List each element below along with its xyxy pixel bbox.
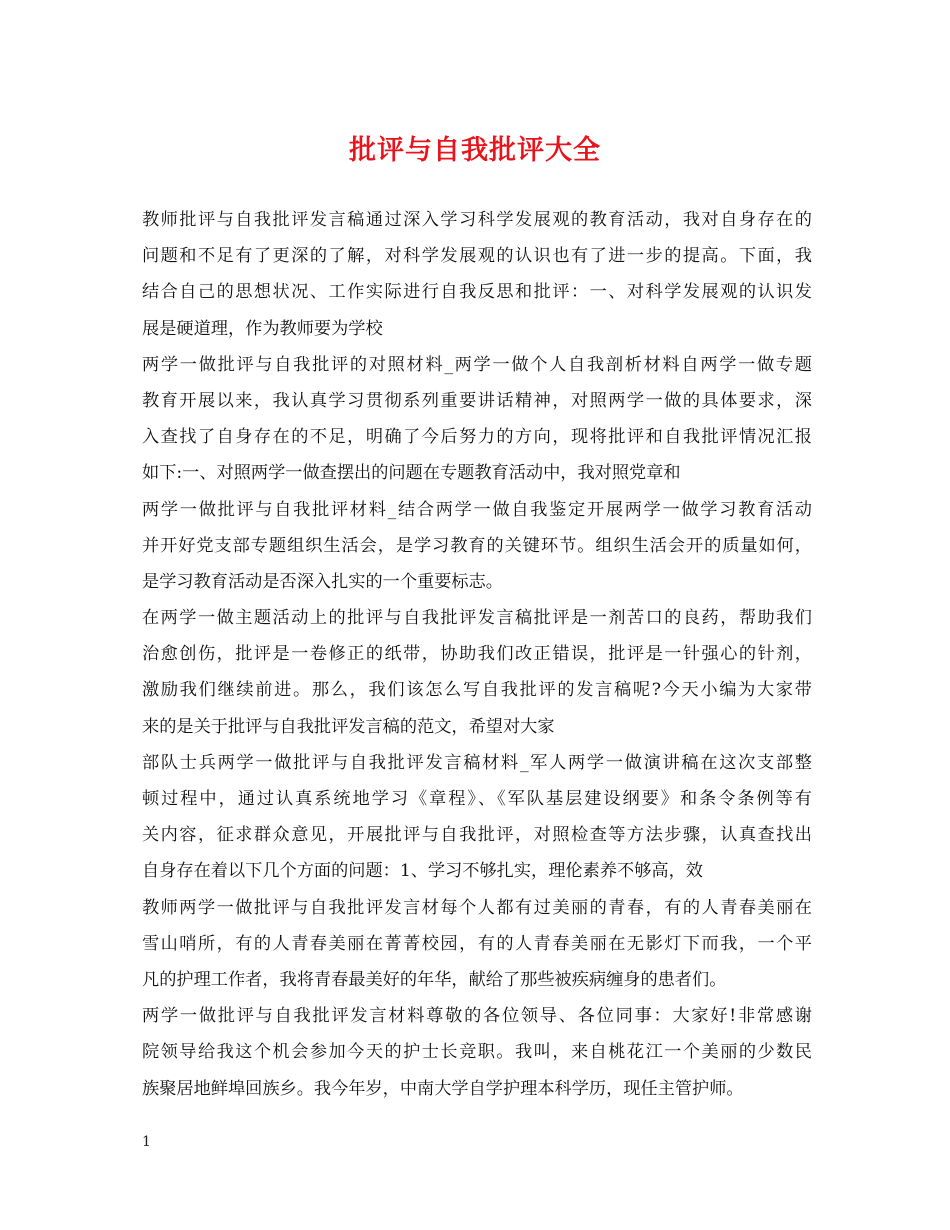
- text-line: 院领导给我这个机会参加今天的护士长竞职。我叫，来自桃花江一个美丽的少数民: [142, 1042, 812, 1063]
- document-body: [142, 202, 812, 1107]
- page-number: 1: [142, 1134, 151, 1150]
- text-line: 激励我们继续前进。那么，我们该怎么写自我批评的发言稿呢?今天小编为大家带: [142, 680, 812, 701]
- text-line: 教师两学一做批评与自我批评发言材每个人都有过美丽的青春，有的人青春美丽在: [142, 897, 812, 918]
- text-line: 并开好党支部专题组织生活会，是学习教育的关键环节。组织生活会开的质量如何，: [142, 535, 812, 556]
- text-line: 自身存在着以下几个方面的问题：1、学习不够扎实，理伦素养不够高，效: [142, 861, 703, 882]
- text-line: 两学一做批评与自我批评发言材料尊敬的各位领导、各位同事：大家好!非常感谢: [142, 1006, 812, 1027]
- text-line: 教师批评与自我批评发言稿通过深入学习科学发展观的教育活动，我对自身存在的: [142, 210, 812, 230]
- text-line: 两学一做批评与自我批评材料_结合两学一做自我鉴定开展两学一做学习教育活动: [142, 499, 812, 520]
- text-line: 部队士兵两学一做批评与自我批评发言稿材料_军人两学一做演讲稿在这次支部整: [142, 752, 812, 773]
- text-line: 关内容，征求群众意见，开展批评与自我批评，对照检查等方法步骤，认真查找出: [142, 825, 812, 846]
- text-line: 展是硬道理，作为教师要为学校: [142, 318, 383, 339]
- text-line: 雪山哨所，有的人青春美丽在菁菁校园，有的人青春美丽在无影灯下而我，一个平: [142, 933, 812, 954]
- text-line: 顿过程中，通过认真系统地学习《章程》、《军队基层建设纲要》和条令条例等有: [142, 789, 812, 809]
- text-line: 治愈创伤，批评是一卷修正的纸带，协助我们改正错误，批评是一针强心的针剂，: [142, 644, 812, 665]
- text-line: 族聚居地鲜埠回族乡。我今年岁，中南大学自学护理本科学历，现任主管护师。: [142, 1078, 744, 1099]
- document-title: 批评与自我批评大全: [349, 135, 601, 166]
- text-line: 两学一做批评与自我批评的对照材料_两学一做个人自我剖析材料自两学一做专题: [142, 354, 812, 375]
- text-line: 来的是关于批评与自我批评发言稿的范文，希望对大家: [142, 716, 555, 737]
- text-line: 如下:一、对照两学一做查摆出的问题在专题教育活动中，我对照党章和: [142, 463, 681, 484]
- text-line: 问题和不足有了更深的了解，对科学发展观的认识也有了进一步的提高。下面，我: [142, 246, 812, 267]
- text-line: 凡的护理工作者，我将青春最美好的年华，献给了那些被疾病缠身的患者们。: [142, 969, 727, 990]
- text-line: 入查找了自身存在的不足，明确了今后努力的方向，现将批评和自我批评情况汇报: [142, 427, 812, 448]
- text-line: 在两学一做主题活动上的批评与自我批评发言稿批评是一剂苦口的良药，帮助我们: [142, 608, 812, 629]
- text-line: 结合自己的思想状况、工作实际进行自我反思和批评：一、对科学发展观的认识发: [142, 282, 812, 303]
- text-line: 是学习教育活动是否深入扎实的一个重要标志。: [142, 571, 503, 592]
- text-line: 教育开展以来，我认真学习贯彻系列重要讲话精神，对照两学一做的具体要求，深: [142, 390, 812, 411]
